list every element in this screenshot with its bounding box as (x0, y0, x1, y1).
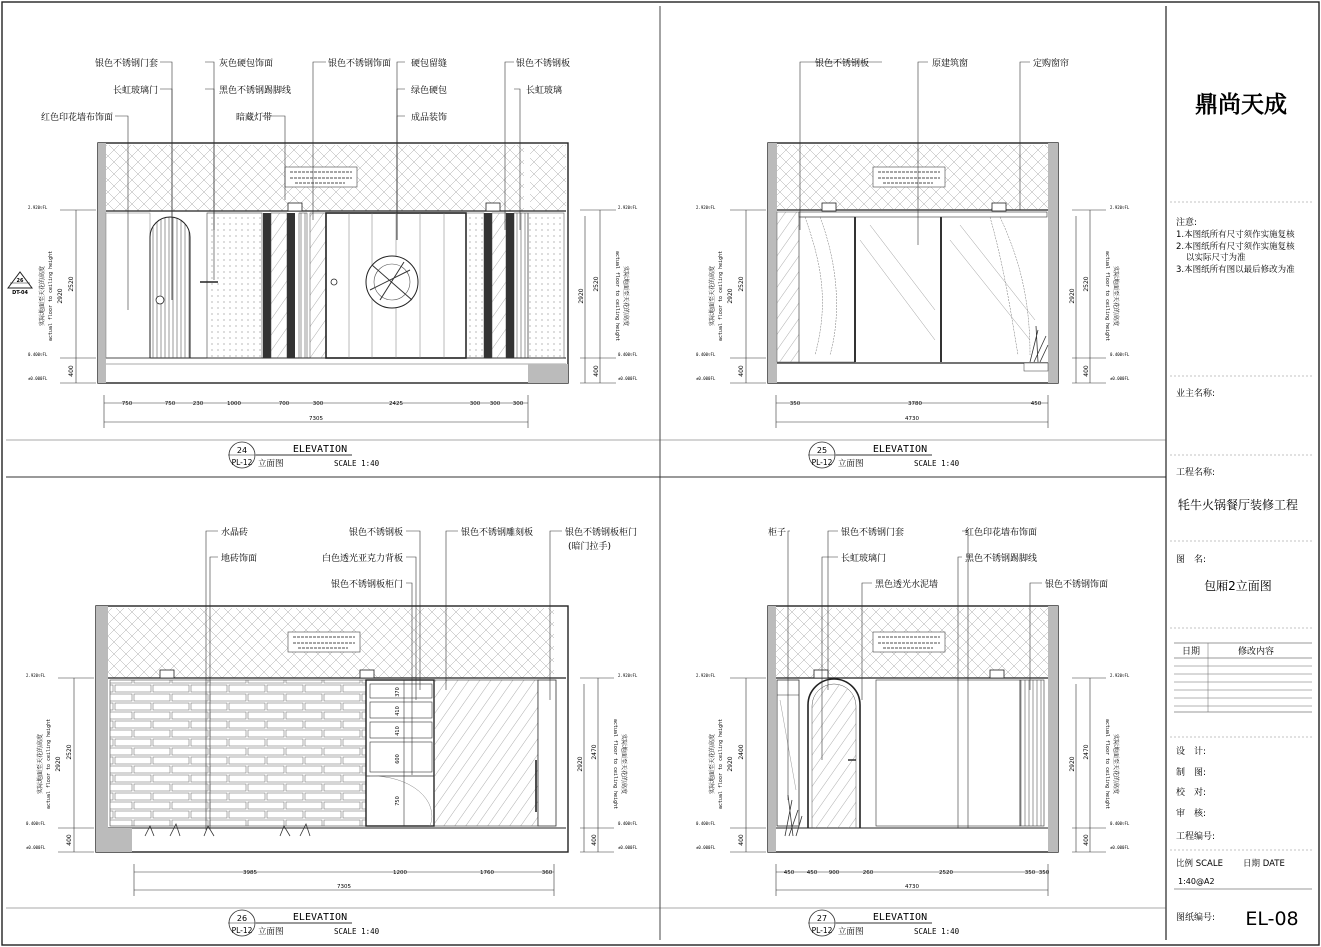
p27-ceiling-en-left: actual floor to ceiling height (718, 718, 724, 810)
p27-label-4: 黑色透光水泥墙 (875, 580, 939, 590)
p25-h-base-right: 400 (1083, 365, 1090, 377)
p27-h-mid-left: 2400 (738, 744, 745, 760)
p25-label-3: 定购窗帘 (1033, 59, 1070, 69)
drawing-label: 图 名: (1176, 555, 1207, 565)
p27-lmz: 立面图 (838, 927, 864, 937)
sheet-no-label: 图纸编号: (1176, 913, 1216, 923)
p27-caption (808, 910, 960, 937)
p27-ceiling-cn-right: 实际地面至天花的高度 (1112, 733, 1119, 795)
p24-ceiling-cn-left: 实际地面至天花的高度 (39, 265, 46, 327)
p26-elevation: ELEVATION (292, 912, 348, 923)
p24-number: 24 (236, 446, 248, 455)
p26-h-total-left: 2920 (55, 756, 62, 772)
p24-label-11: 银色不锈钢板 (516, 59, 571, 69)
p24-label-9: 绿色硬包 (411, 86, 448, 96)
p25-dim-3: 450 (1030, 401, 1042, 407)
p26-h-total-right: 2920 (577, 756, 584, 772)
p26-ceiling-cn-right: 实际地面至天花的高度 (620, 733, 627, 795)
p27-dim-6: 350 (1024, 870, 1036, 876)
note-line-4: 3.本图纸所有图以最后修改为准 (1176, 265, 1295, 275)
scale-label: 比例 SCALE (1176, 859, 1223, 869)
sheet-number: EL-08 (1245, 908, 1299, 930)
p25-ref: PL-12 (811, 458, 833, 467)
p25-scale: SCALE 1:40 (914, 459, 960, 468)
p24-lmz: 立面图 (258, 459, 284, 469)
p26-fl-mid-left: 0.400▽FL (26, 821, 46, 826)
p27-label-7: 银色不锈钢饰面 (1045, 580, 1109, 590)
p25-fl-zero-left: ±0.000FL (696, 376, 716, 381)
p25-ceiling-en-right: actual floor to ceiling height (1104, 250, 1110, 342)
elevation-panel-24 (8, 57, 638, 469)
company-name: 鼎尚天成 (1195, 92, 1287, 118)
date-label: 日期 DATE (1243, 859, 1285, 869)
p26-label-8: (暗门拉手) (568, 542, 612, 552)
p27-label-1: 柜子 (767, 528, 786, 538)
p25-elevation: ELEVATION (872, 444, 928, 455)
p27-number: 27 (816, 914, 828, 923)
p27-dim-1: 450 (783, 870, 795, 876)
p24-ceiling-en-right: actual floor to ceiling height (614, 250, 620, 342)
p25-h-total-right: 2920 (1069, 288, 1076, 304)
p24-dim-6: 300 (312, 401, 324, 407)
p25-dim-total: 4730 (905, 416, 919, 422)
p26-dim-1: 3985 (243, 870, 257, 876)
p25-fl-top-left: 2.920▽FL (696, 205, 716, 210)
p26-h-right: 2470 (591, 744, 598, 760)
revision-table (1174, 643, 1312, 712)
p24-elevation: ELEVATION (292, 444, 348, 455)
p27-h-base-right: 400 (1083, 834, 1090, 846)
rev-date-label: 日期 (1182, 647, 1201, 657)
p26-ceiling-en-left: actual floor to ceiling height (46, 718, 52, 810)
p24-label-12: 长虹玻璃 (526, 86, 563, 96)
p25-fl-top-right: 2.920▽FL (1110, 205, 1130, 210)
elevation-panel-27 (696, 526, 1130, 937)
p27-label-2: 银色不锈钢门套 (841, 528, 905, 538)
p27-dim-5: 2520 (939, 870, 953, 876)
p24-label-5: 黑色不锈钢踢脚线 (219, 86, 292, 96)
p26-fl-top-right: 2.920▽FL (618, 673, 638, 678)
elevation-panel-25 (696, 57, 1130, 469)
p26-dim-total: 7305 (337, 884, 351, 890)
draw-label: 制 图: (1176, 768, 1207, 778)
p27-ceiling-en-right: actual floor to ceiling height (1104, 718, 1110, 810)
p25-number: 25 (816, 446, 828, 455)
note-line-3: 以实际尺寸为准 (1186, 253, 1246, 263)
p24-ref: PL-12 (231, 458, 253, 467)
p24-h-total-right: 2920 (578, 288, 585, 304)
p24-label-1: 银色不锈钢门套 (94, 59, 158, 69)
p27-ref: PL-12 (811, 926, 833, 935)
p26-scale: SCALE 1:40 (334, 927, 380, 936)
design-label: 设 计: (1176, 747, 1207, 757)
p27-label-3: 长虹玻璃门 (841, 554, 887, 564)
p24-label-4: 灰色硬包饰面 (219, 59, 274, 69)
p26-shelf-1: 370 (395, 687, 401, 697)
section-mark-ref: DT-04 (12, 290, 28, 296)
p24-fl-top-right: 2.920▽FL (618, 205, 638, 210)
project-no-label: 工程编号: (1176, 832, 1216, 842)
p24-label-3: 红色印花墙布饰面 (40, 113, 113, 123)
owner-label: 业主名称: (1176, 389, 1216, 399)
p26-h-base-left: 400 (66, 834, 73, 846)
p25-label-1: 银色不锈钢板 (815, 59, 870, 69)
p24-label-8: 硬包留缝 (411, 59, 448, 69)
p27-label-5: 红色印花墙布饰面 (965, 528, 1038, 538)
p24-fl-mid-right: 0.400▽FL (618, 352, 638, 357)
p27-scale: SCALE 1:40 (914, 927, 960, 936)
p27-dim-4: 260 (862, 870, 874, 876)
p25-fl-zero-right: ±0.000FL (1110, 376, 1130, 381)
p27-label-6: 黑色不锈钢踢脚线 (965, 554, 1038, 564)
p26-shelf-5: 750 (395, 796, 401, 806)
p26-shelf-2: 410 (395, 706, 401, 716)
p27-fl-top-left: 2.920▽FL (696, 673, 716, 678)
p24-fl-top-left: 2.920▽FL (28, 205, 48, 210)
p25-ceiling-cn-left: 实际地面至天花的高度 (709, 265, 716, 327)
p27-dim-3: 900 (828, 870, 840, 876)
p24-label-6: 暗藏灯带 (236, 113, 273, 123)
review-label: 审 核: (1176, 809, 1207, 819)
notes-title: 注意: (1176, 218, 1198, 228)
p27-fl-top-right: 2.920▽FL (1110, 673, 1130, 678)
p25-lmz: 立面图 (838, 459, 864, 469)
project-name: 牦牛火锅餐厅装修工程 (1177, 498, 1299, 512)
p25-fl-mid-right: 0.400▽FL (1110, 352, 1130, 357)
p24-h-mid-right: 2520 (593, 276, 600, 292)
p26-dim-4: 360 (541, 870, 553, 876)
p27-fl-zero-right: ±0.000FL (1110, 845, 1130, 850)
rev-content-label: 修改内容 (1238, 647, 1275, 657)
p27-h-right: 2470 (1083, 744, 1090, 760)
title-block (1170, 91, 1314, 930)
section-mark-no: 26 (16, 278, 24, 284)
p25-label-2: 原建筑窗 (932, 59, 969, 69)
p25-h-mid-right: 2520 (1083, 276, 1090, 292)
p24-h-base-left: 400 (68, 365, 75, 377)
p27-elevation: ELEVATION (872, 912, 928, 923)
project-label: 工程名称: (1176, 468, 1216, 478)
p26-fl-top-left: 2.920▽FL (26, 673, 46, 678)
p27-dim-total: 4730 (905, 884, 919, 890)
p27-h-total-left: 2920 (727, 756, 734, 772)
p24-dim-4: 1000 (227, 401, 241, 407)
p26-ceiling-en-right: actual floor to ceiling height (612, 718, 618, 810)
p24-ceiling-cn-right: 实际地面至天花的高度 (622, 265, 629, 327)
p24-dim-1: 750 (121, 401, 133, 407)
p25-dim-1: 350 (789, 401, 801, 407)
drawing-name: 包厢2立面图 (1204, 579, 1272, 593)
p26-shelf-3: 410 (395, 726, 401, 736)
p27-ceiling-cn-left: 实际地面至天花的高度 (709, 733, 716, 795)
p27-h-total-right: 2920 (1069, 756, 1076, 772)
p26-caption (228, 910, 380, 937)
p25-fl-mid-left: 0.400▽FL (696, 352, 716, 357)
p26-dim-3: 1760 (480, 870, 494, 876)
p26-label-2: 地砖饰面 (221, 554, 258, 564)
p25-caption (808, 442, 960, 469)
p25-ceiling-cn-right: 实际地面至天花的高度 (1112, 265, 1119, 327)
p26-h-base-right: 400 (591, 834, 598, 846)
p26-fl-mid-right: 0.400▽FL (618, 821, 638, 826)
note-line-2: 2.本图纸所有尺寸须作实施复核 (1176, 242, 1295, 252)
p24-h-base-right: 400 (593, 365, 600, 377)
p25-ceiling-en-left: actual floor to ceiling height (718, 250, 724, 342)
p24-fl-zero-left: ±0.000FL (28, 376, 48, 381)
scale-value: 1:40@A2 (1178, 877, 1215, 886)
p25-h-total-left: 2920 (727, 288, 734, 304)
p27-fl-mid-left: 0.400▽FL (696, 821, 716, 826)
p26-dim-2: 1200 (393, 870, 407, 876)
p24-dim-8: 300 (469, 401, 481, 407)
p27-dim-2: 450 (806, 870, 818, 876)
p24-ceiling-en-left: actual floor to ceiling height (48, 250, 54, 342)
p24-dim-2: 750 (164, 401, 176, 407)
p27-fl-zero-left: ±0.000FL (696, 845, 716, 850)
p24-fl-mid-left: 0.400▽FL (28, 352, 48, 357)
p26-fl-zero-left: ±0.000FL (26, 845, 46, 850)
p24-h-total-left: 2920 (57, 288, 64, 304)
p24-dim-7: 2425 (389, 401, 403, 407)
p24-label-10: 成品装饰 (411, 113, 448, 123)
p26-ref: PL-12 (231, 926, 253, 935)
p24-dim-5: 700 (278, 401, 290, 407)
check-label: 校 对: (1176, 788, 1207, 798)
p27-fl-mid-right: 0.400▽FL (1110, 821, 1130, 826)
p26-lmz: 立面图 (258, 927, 284, 937)
p24-label-7: 银色不锈钢饰面 (328, 59, 392, 69)
p26-label-1: 水晶砖 (221, 528, 249, 538)
p26-h-mid-left: 2520 (66, 744, 73, 760)
p24-caption (228, 442, 380, 469)
p26-label-4: 白色透光亚克力背板 (321, 554, 403, 564)
note-line-1: 1.本图纸所有尺寸须作实施复核 (1176, 230, 1295, 240)
p24-label-2: 长虹玻璃门 (112, 86, 158, 96)
p27-dim-7: 350 (1038, 870, 1050, 876)
p24-dim-total: 7305 (309, 416, 323, 422)
p26-label-3: 银色不锈钢板 (348, 528, 403, 538)
p26-ceiling-cn-left: 实际地面至天花的高度 (37, 733, 44, 795)
p26-number: 26 (236, 914, 248, 923)
p24-scale: SCALE 1:40 (334, 459, 380, 468)
p25-h-base-left: 400 (738, 365, 745, 377)
section-mark (8, 272, 32, 296)
p24-dim-9: 300 (489, 401, 501, 407)
p24-fl-zero-right: ±0.000FL (618, 376, 638, 381)
p26-label-6: 银色不锈钢雕刻板 (461, 528, 534, 538)
p27-h-base-left: 400 (738, 834, 745, 846)
p24-dim-10: 300 (512, 401, 524, 407)
p26-fl-zero-right: ±0.000FL (618, 845, 638, 850)
p26-label-5: 银色不锈钢板柜门 (330, 580, 403, 590)
p24-h-mid-left: 2520 (68, 276, 75, 292)
elevation-panel-26 (26, 526, 638, 937)
p24-dim-3: 230 (192, 401, 204, 407)
p26-shelf-4: 600 (395, 754, 401, 764)
p26-label-7: 银色不锈钢板柜门 (565, 528, 638, 538)
p25-h-mid-left: 2520 (738, 276, 745, 292)
p25-dim-2: 3780 (908, 401, 922, 407)
